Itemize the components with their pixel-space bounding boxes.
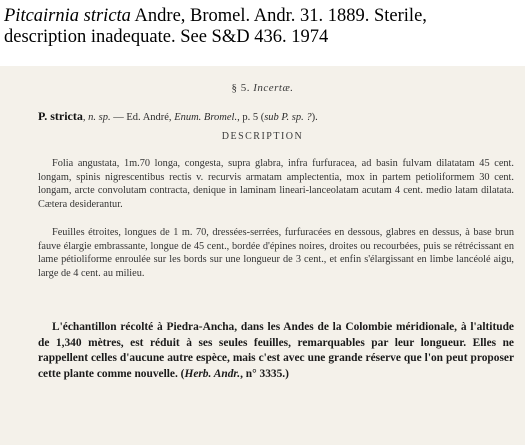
- citation-sub: sub P. sp. ?: [264, 112, 312, 123]
- herbarium-name: Herb. Andr.: [184, 367, 241, 380]
- citation-prefix: — Ed. André,: [110, 112, 175, 123]
- species-status: , n. sp.: [82, 112, 111, 123]
- french-description: Feuilles étroites, longues de 1 m. 70, dressées-serrées, furfuracées en dessous, glabres en dessus, à base brun fauve élargie embrassante, longue de 45 cent., bordée d'épines noires, droites ou recourbées, puis se rétrécissant en lame pétioliforme enroulée sur les bords sur une longueur de 3 cent., et enfin s'élargissant en limbe lancéolé aigu, large de 4 cent. au milieu.: [38, 227, 514, 279]
- caption: [4, 6, 520, 48]
- citation-close: ).: [311, 112, 318, 123]
- citation-work: Enum. Bromel.: [174, 112, 238, 123]
- latin-description: Folia angustata, 1m.70 longa, congesta, supra glabra, infra furfuracea, ad basin fulvam dilatatam 45 cent. longam, spinis nigrescentibus rectis v. recurvis armatam amplectentia, mox in partem petioliformem 30 cent. longam, arcte convolutam contracta, denique in laminam lineari-lanceolatam acutam 4 cent. medio latam dilatata. Cætera desiderantur.: [38, 158, 514, 210]
- description-heading: DESCRIPTION: [221, 131, 304, 142]
- specimen-notes: [38, 320, 514, 382]
- notes-text: L'échantillon récolté à Piedra-Ancha, dans les Andes de la Colombie méridionale, à l'altitude de 1,340 mètres, est réduit à ses seules feuilles, remarquables par leur longueur. Elles ne rappellent celles d'aucune autre espèce, mais c'est avec une grande réserve que l'on peut proposer cette plante comme nouvelle. (: [38, 321, 514, 380]
- species-name: P. stricta: [38, 109, 83, 123]
- section-heading: [0, 82, 525, 94]
- citation-page: , p. 5 (: [237, 112, 265, 123]
- section-number: § 5.: [231, 82, 250, 94]
- species-entry: [38, 109, 508, 124]
- herbarium-ref: , n° 3335.): [240, 367, 289, 380]
- caption-binomial: Pitcairnia stricta: [4, 6, 131, 26]
- scanned-page: [0, 66, 525, 445]
- caption-citation: Andre, Bromel. Andr. 31. 1889. Sterile,: [130, 6, 427, 26]
- section-name: Incertæ.: [253, 82, 294, 94]
- caption-note: description inadequate. See S&D 436. 1974: [4, 27, 329, 47]
